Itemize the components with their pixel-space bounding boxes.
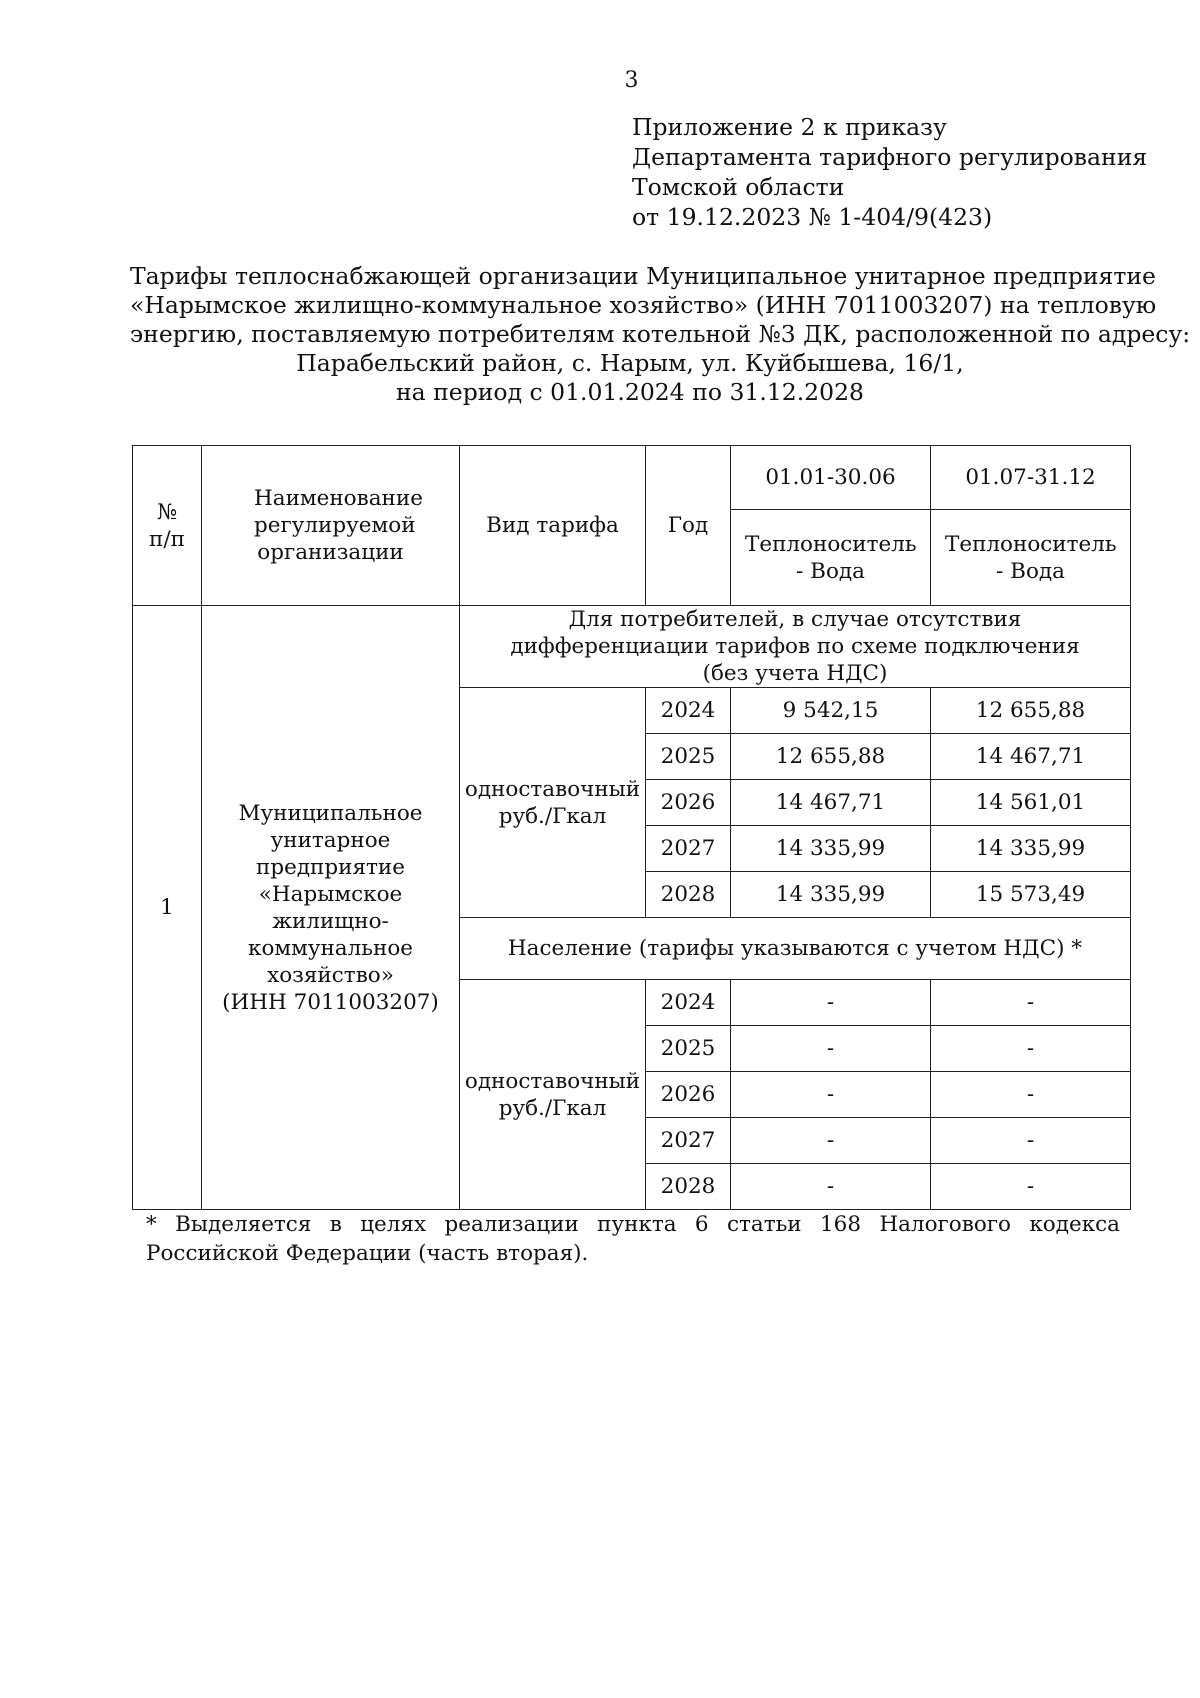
tariff-value-h1: - <box>731 1118 931 1164</box>
footnote: * Выделяется в целях реализации пункта 6 статьи 168 Налогового кодекса Российской Федерации (часть вторая). <box>146 1212 1120 1266</box>
org-line: Муниципальное <box>238 800 423 826</box>
year-cell: 2028 <box>646 872 731 918</box>
tariff-value-h1: - <box>731 980 931 1026</box>
org-line: «Нарымское <box>258 881 403 907</box>
tariff-value-h1: 14 467,71 <box>731 780 931 826</box>
tariff-value-h2: - <box>931 980 1131 1026</box>
year-cell: 2027 <box>646 1118 731 1164</box>
header-org-name: Наименование регулируемой организации <box>202 446 460 606</box>
appendix-line: Томской области <box>632 173 845 201</box>
appendix-header <box>632 112 1147 232</box>
org-line: жилищно- <box>272 908 389 934</box>
tariff-value-h1: - <box>731 1026 931 1072</box>
tariff-value-h1: - <box>731 1164 931 1210</box>
title-line: Парабельский район, с. Нарым, ул. Куйбышева, 16/1, <box>296 349 964 377</box>
header-number-line: № <box>156 499 178 525</box>
org-line: (ИНН 7011003207) <box>222 989 439 1015</box>
tariff-value-h2: 14 561,01 <box>931 780 1131 826</box>
tariff-value-h1: 9 542,15 <box>731 688 931 734</box>
row-number: 1 <box>133 606 202 1210</box>
tariff-table <box>132 445 1131 1210</box>
header-number-line: п/п <box>149 526 185 552</box>
organization-name <box>202 606 460 1210</box>
tariff-type-line: руб./Гкал <box>498 803 607 829</box>
section-title: Для потребителей, в случае отсутствия дифференциации тарифов по схеме подключения (без учета НДС) <box>460 606 1131 688</box>
tariff-type-line: одноставочный <box>464 776 641 802</box>
appendix-line: от 19.12.2023 № 1-404/9(423) <box>632 203 993 231</box>
tariff-value-h1: 14 335,99 <box>731 826 931 872</box>
header-period-1: 01.01-30.06 <box>731 446 931 510</box>
header-period-2: 01.07-31.12 <box>931 446 1131 510</box>
year-cell: 2025 <box>646 734 731 780</box>
page-number: 3 <box>624 68 639 93</box>
tariff-value-h2: 12 655,88 <box>931 688 1131 734</box>
tariff-value-h1: 14 335,99 <box>731 872 931 918</box>
document-title <box>130 262 1191 407</box>
year-cell: 2024 <box>646 688 731 734</box>
section-title: Население (тарифы указываются с учетом НДС) * <box>460 918 1131 980</box>
year-cell: 2024 <box>646 980 731 1026</box>
header-medium-1: Теплоноситель - Вода <box>731 510 931 606</box>
title-line: «Нарымское жилищно-коммунальное хозяйство» (ИНН 7011003207) на тепловую <box>130 291 1157 319</box>
tariff-value-h2: 14 335,99 <box>931 826 1131 872</box>
tariff-value-h1: 12 655,88 <box>731 734 931 780</box>
org-line: унитарное <box>270 827 391 853</box>
org-line: коммунальное <box>248 935 413 961</box>
tariff-type-label <box>460 688 646 918</box>
tariff-value-h1: - <box>731 1072 931 1118</box>
org-line: хозяйство» <box>267 962 394 988</box>
tariff-value-h2: 14 467,71 <box>931 734 1131 780</box>
year-cell: 2025 <box>646 1026 731 1072</box>
header-year: Год <box>646 446 731 606</box>
tariff-value-h2: - <box>931 1164 1131 1210</box>
tariff-type-label <box>460 980 646 1210</box>
year-cell: 2026 <box>646 1072 731 1118</box>
org-line: предприятие <box>256 854 405 880</box>
year-cell: 2028 <box>646 1164 731 1210</box>
title-line: Тарифы теплоснабжающей организации Муниципальное унитарное предприятие <box>130 262 1156 290</box>
header-number <box>133 446 202 606</box>
appendix-line: Департамента тарифного регулирования <box>632 143 1148 171</box>
year-cell: 2026 <box>646 780 731 826</box>
header-medium-2: Теплоноситель - Вода <box>931 510 1131 606</box>
appendix-line: Приложение 2 к приказу <box>632 113 947 141</box>
tariff-value-h2: - <box>931 1026 1131 1072</box>
tariff-type-line: руб./Гкал <box>498 1095 607 1121</box>
tariff-value-h2: - <box>931 1118 1131 1164</box>
tariff-value-h2: - <box>931 1072 1131 1118</box>
header-tariff-type: Вид тарифа <box>460 446 646 606</box>
tariff-type-line: одноставочный <box>464 1068 641 1094</box>
title-line: энергию, поставляемую потребителям котельной №3 ДК, расположенной по адресу: <box>130 320 1191 348</box>
year-cell: 2027 <box>646 826 731 872</box>
tariff-value-h2: 15 573,49 <box>931 872 1131 918</box>
title-line: на период с 01.01.2024 по 31.12.2028 <box>396 378 864 406</box>
